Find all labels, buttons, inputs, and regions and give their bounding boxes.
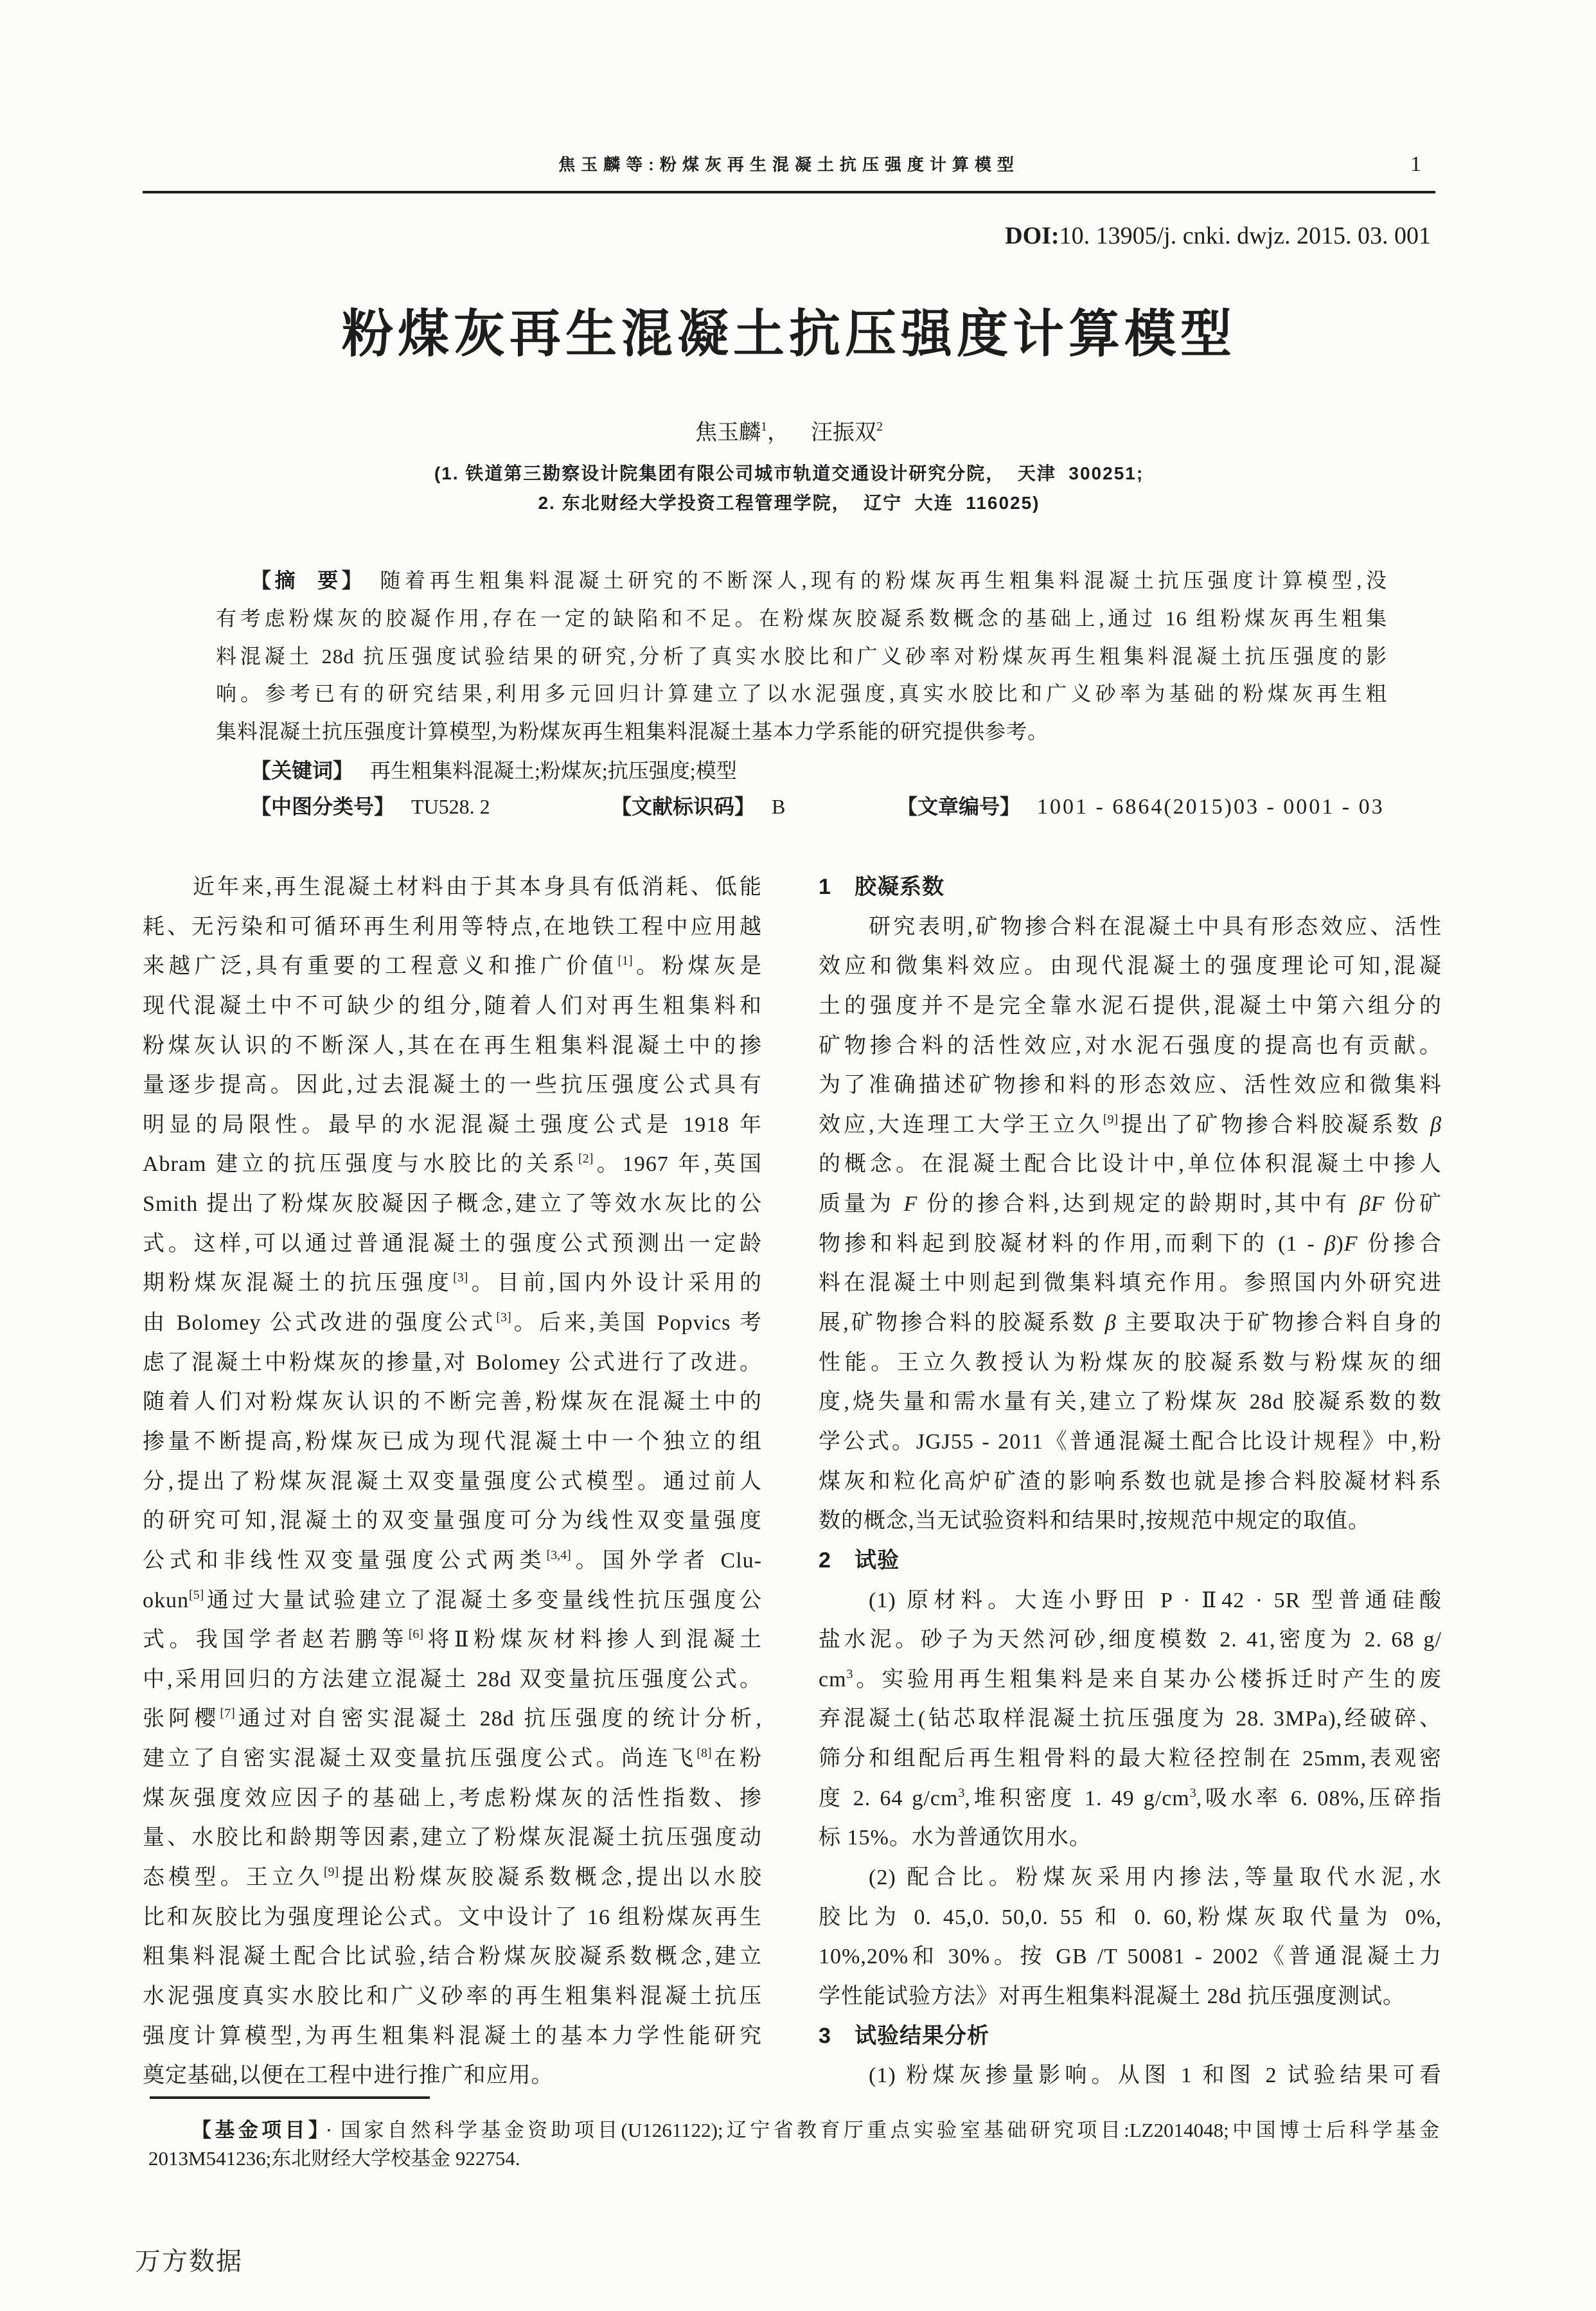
text-line [819, 1699, 1442, 1739]
article-number-value: 1001 - 6864(2015)03 - 0001 - 03 [1037, 795, 1385, 819]
text-line [819, 1462, 1442, 1502]
text-line [143, 1303, 762, 1343]
text-run: (1) 粉煤灰掺量影响。从图 1 和图 2 试验结果可看 [869, 2064, 1442, 2088]
text-run: 。目前,国内外设计采用的 [468, 1271, 762, 1296]
text-run: 提出粉煤灰胶凝系数概念,提出以水胶 [339, 1866, 762, 1890]
text-run: 明显的局限性。最早的水泥混凝土强度公式是 1918 年 [143, 1112, 762, 1137]
text-line [819, 1898, 1442, 1938]
text-run: 矿物掺合料的活性效应,对水泥石强度的提高也有贡献。 [819, 1033, 1442, 1058]
citation-superscript: [2] [578, 1152, 594, 1166]
text-line [143, 947, 762, 986]
text-line [819, 1818, 1442, 1858]
text-run: 提出了矿物掺合料胶凝系数 [1118, 1112, 1431, 1137]
text-run: 虑了混凝土中粉煤灰的掺量,对 Bolomey 公式进行了改进。 [143, 1350, 762, 1375]
author-separator: ， [767, 421, 789, 445]
abstract-text: 集料混凝土抗压强度计算模型,为粉煤灰再生粗集料混凝土基本力学系能的研究提供参考。 [216, 720, 1049, 743]
text-run: 强度计算模型,为再生粗集料混凝土的基本力学性能研究 [143, 2024, 762, 2048]
text-run: 。1967 年,英国 [593, 1152, 762, 1177]
text-line [819, 1779, 1442, 1819]
text-line [143, 1699, 762, 1739]
text-line [819, 1145, 1442, 1184]
document-code-label: 【文献标识码】 [611, 795, 756, 818]
article-number-label: 【文章编号】 [897, 795, 1021, 818]
footnote-rule [150, 2096, 430, 2099]
citation-superscript: [5] [189, 1587, 204, 1602]
text-run: 煤灰和粒化高炉矿渣的影响系数也就是掺合料胶凝材料系 [819, 1469, 1442, 1494]
text-run: 。后来,美国 Popvics 考 [511, 1311, 762, 1335]
abstract-line [216, 562, 1387, 600]
abstract-line [216, 713, 1387, 751]
text-run: 煤灰强度效应因子的基础上,考虑粉煤灰的活性指数、掺 [143, 1786, 762, 1810]
abstract-line [216, 600, 1387, 638]
text-line [143, 1739, 762, 1779]
text-line [143, 1145, 762, 1184]
author-name: 汪振双 [811, 421, 876, 445]
text-run: 性能。王立久教授认为粉煤灰的胶凝系数与粉煤灰的细 [819, 1350, 1442, 1375]
text-line [143, 1977, 762, 2017]
text-line [819, 1343, 1442, 1383]
text-line [819, 1263, 1442, 1303]
article-title: 粉煤灰再生混凝土抗压强度计算模型 [342, 305, 1236, 362]
text-run: 盐水泥。砂子为天然河砂,细度模数 2. 41,密度为 2. 68 g/ [819, 1628, 1442, 1652]
document-code-value: B [772, 795, 786, 818]
text-run: 料在混凝土中则起到微集料填充作用。参照国内外研究进 [819, 1271, 1442, 1296]
text-run: 期粉煤灰混凝土的抗压强度 [143, 1271, 454, 1296]
clc-number [251, 788, 490, 825]
text-run: 粗集料混凝土配合比试验,结合粉煤灰胶凝系数概念,建立 [143, 1945, 762, 1969]
text-run: 筛分和组配后再生粗骨料的最大粒径控制在 25mm,表观密 [819, 1747, 1442, 1771]
paragraph [143, 868, 762, 2096]
text-line [143, 1343, 762, 1383]
text-run: 分,提出了粉煤灰混凝土双变量强度公式模型。通过前人 [143, 1469, 762, 1494]
text-run: 比和灰胶比为强度理论公式。文中设计了 16 组粉煤灰再生 [143, 1905, 762, 1929]
article-number [897, 788, 1385, 825]
text-run: 。国外学者 Clu- [571, 1548, 762, 1573]
author-list [143, 419, 1435, 447]
page-number: 1 [1410, 152, 1421, 176]
abstract-line [216, 675, 1387, 713]
footnote-text: · 国家自然科学基金资助项目(U1261122);辽宁省教育厅重点实验室基础研究项目:LZ2014048;中国博士后科学基金 [325, 2119, 1439, 2141]
citation-superscript: [8] [696, 1746, 712, 1761]
text-run: cm [819, 1667, 847, 1691]
section-title: 试验结果分析 [855, 2023, 989, 2048]
affiliation-mark: 1 [761, 420, 767, 434]
text-line [819, 947, 1442, 986]
citation-superscript: [7] [220, 1706, 235, 1721]
text-run: 由 Bolomey 公式改进的强度公式 [143, 1311, 497, 1335]
text-run: Smith 提出了粉煤灰胶凝因子概念,建立了等效水灰比的公 [143, 1192, 762, 1217]
text-run: 学性能试验方法》对再生粗集料混凝土 28d 抗压强度测试。 [819, 1984, 1405, 2008]
text-line [143, 1779, 762, 1819]
text-run: 。实验用再生粗集料是来自某办公楼拆迁时产生的废 [853, 1667, 1442, 1691]
text-line [819, 1184, 1442, 1224]
math-symbol: βF [1359, 1192, 1385, 1217]
body-column-left [143, 868, 762, 2096]
text-line [143, 1263, 762, 1303]
clc-value: TU528. 2 [411, 795, 490, 818]
text-line [143, 1224, 762, 1264]
footnote-line [148, 2116, 1439, 2145]
text-run: 水泥强度真实水胶比和广义砂率的再生粗集料混凝土抗压 [143, 1984, 762, 2008]
abstract-line [216, 638, 1387, 675]
text-run: 份矿 [1385, 1192, 1442, 1217]
text-line [819, 1581, 1442, 1621]
doi-label: DOI: [1005, 222, 1060, 249]
superscript: 3 [846, 1666, 853, 1681]
text-line [143, 1541, 762, 1581]
text-run: 份的掺合料,达到规定的龄期时,其中有 [918, 1192, 1360, 1217]
text-run: 质量为 [819, 1192, 904, 1217]
text-run: 为了准确描述矿物掺和料的形态效应、活性效应和微集料 [819, 1073, 1442, 1098]
text-line [143, 1184, 762, 1224]
text-run: 粉煤灰认识的不断深人,其在在再生粗集料混凝土中的掺 [143, 1033, 762, 1058]
text-line [143, 868, 762, 907]
text-line [819, 1066, 1442, 1105]
text-line [143, 1462, 762, 1502]
footnote-label: 【基金项目】 [191, 2119, 322, 2141]
abstract-text: 有考虑粉煤灰的胶凝作用,存在一定的缺陷和不足。在粉煤灰胶凝系数概念的基础上,通过 16 组粉煤灰再生粗集 [216, 606, 1387, 630]
text-run: 通过对自密实混凝土 28d 抗压强度的统计分析, [235, 1707, 762, 1731]
superscript: 3 [958, 1785, 965, 1800]
text-run: 张阿樱 [143, 1707, 220, 1731]
abstract-label: 【摘 要】 [251, 569, 366, 592]
text-line [143, 2017, 762, 2057]
section-title: 试验 [855, 1548, 900, 1573]
funding-footnote [148, 2116, 1439, 2173]
author-name: 焦玉麟 [695, 421, 761, 445]
citation-superscript: [9] [1103, 1112, 1119, 1127]
text-line [143, 1898, 762, 1938]
text-line [819, 1620, 1442, 1660]
text-line [143, 1818, 762, 1858]
text-run: 奠定基础,以便在工程中进行推广和应用。 [143, 2064, 554, 2088]
citation-superscript: [3] [496, 1310, 511, 1325]
wanfang-watermark: 万方数据 [135, 2247, 243, 2276]
affiliation-mark: 2 [876, 420, 883, 434]
text-line [819, 1422, 1442, 1462]
citation-superscript: [3,4] [546, 1548, 571, 1562]
section-number: 1 [819, 875, 831, 899]
affiliation-2: 2. 东北财经大学投资工程管理学院， 辽宁 大连 116025) [538, 493, 1040, 513]
paragraph [819, 1581, 1442, 1858]
citation-superscript: [6] [408, 1627, 424, 1642]
text-run: 物掺和料起到胶凝材料的作用,而剩下的 (1 - [819, 1231, 1325, 1256]
math-symbol: β [1430, 1112, 1442, 1137]
text-run: 效应,大连理工大学王立久 [819, 1112, 1103, 1137]
paragraph [819, 2056, 1442, 2096]
text-line [143, 1660, 762, 1700]
text-run: (2) 配合比。粉煤灰采用内掺法,等量取代水泥,水 [869, 1866, 1442, 1890]
abstract-text: 随着再生粗集料混凝土研究的不断深人,现有的粉煤灰再生粗集料混凝土抗压强度计算模型,没 [380, 569, 1387, 592]
footnote-line [148, 2145, 1439, 2173]
text-run: 量、水胶比和龄期等因素,建立了粉煤灰混凝土抗压强度动 [143, 1826, 762, 1850]
paragraph [819, 907, 1442, 1541]
text-line [143, 1382, 762, 1422]
citation-superscript: [3] [453, 1271, 468, 1285]
section-heading [819, 2017, 1442, 2057]
doi-value: 10. 13905/j. cnki. dwjz. 2015. 03. 001 [1059, 222, 1431, 249]
section-title: 胶凝系数 [855, 875, 944, 899]
text-line [819, 1105, 1442, 1145]
text-run: 研究表明,矿物掺合料在混凝土中具有形态效应、活性 [869, 915, 1442, 939]
text-run: 学公式。JGJ55 - 2011《普通混凝土配合比设计规程》中,粉 [819, 1429, 1442, 1454]
abstract-text: 响。参考已有的研究结果,利用多元回归计算建立了以水泥强度,真实水胶比和广义砂率为基础的粉煤灰再生粗 [216, 682, 1387, 706]
doi [835, 222, 1431, 249]
text-run: 的概念。在混凝土配合比设计中,单位体积混凝土中掺人 [819, 1152, 1442, 1177]
text-run: 态模型。王立久 [143, 1866, 324, 1890]
text-line [143, 1937, 762, 1977]
text-line [819, 1858, 1442, 1898]
text-line [819, 1501, 1442, 1541]
text-run: 度 2. 64 g/cm [819, 1786, 959, 1810]
text-run: (1) 原材料。大连小野田 P · Ⅱ42 · 5R 型普通硅酸 [869, 1588, 1442, 1612]
text-run: 量逐步提高。因此,过去混凝土的一些抗压强度公式具有 [143, 1073, 762, 1098]
text-run: 通过大量试验建立了混凝土多变量线性抗压强度公 [204, 1588, 762, 1612]
keywords-label: 【关键词】 [251, 759, 354, 782]
keywords [251, 752, 737, 789]
clc-label: 【中图分类号】 [251, 795, 395, 818]
paragraph [819, 1858, 1442, 2017]
section-number: 2 [819, 1548, 831, 1573]
text-run: 耗、无污染和可循环再生利用等特点,在地铁工程中应用越 [143, 915, 762, 939]
text-run: ,堆积密度 1. 49 g/cm [964, 1786, 1190, 1810]
text-run: 数的概念,当无试验资料和结果时,按规范中规定的取值。 [819, 1509, 1370, 1533]
text-run: 。粉煤灰是 [632, 954, 762, 979]
citation-superscript: [9] [323, 1865, 339, 1880]
text-line [143, 907, 762, 947]
text-line [819, 1382, 1442, 1422]
text-run: 来越广泛,具有重要的工程意义和推广价值 [143, 954, 618, 979]
body-column-right [819, 868, 1442, 2096]
running-head: 焦玉麟等:粉煤灰再生混凝土抗压强度计算模型 [558, 155, 1020, 174]
text-run: 中,采用回归的方法建立混凝土 28d 双变量抗压强度公式。 [143, 1667, 762, 1691]
text-run: 弃混凝土(钻芯取样混凝土抗压强度为 28. 3MPa),经破碎、 [819, 1707, 1442, 1731]
text-line [143, 1620, 762, 1660]
math-symbol: F [903, 1192, 918, 1217]
text-line [143, 1105, 762, 1145]
text-line [143, 2056, 762, 2096]
text-run: ) [1336, 1231, 1344, 1256]
text-run: 效应和微集料效应。由现代混凝土的强度理论可知,混凝 [819, 954, 1442, 979]
math-symbol: β [1324, 1231, 1336, 1256]
superscript: 3 [1189, 1785, 1196, 1800]
text-run: 度,烧失量和需水量有关,建立了粉煤灰 28d 胶凝系数的数 [819, 1390, 1442, 1414]
text-run: 的研究可知,混凝土的双变量强度可分为线性双变量强度 [143, 1509, 762, 1533]
text-line [819, 1937, 1442, 1977]
abstract [216, 562, 1387, 751]
text-run: 式。这样,可以通过普通混凝土的强度公式预测出一定龄 [143, 1231, 762, 1256]
text-line [819, 1303, 1442, 1343]
text-line [143, 1422, 762, 1462]
text-line [819, 1660, 1442, 1700]
text-run: 随着人们对粉煤灰认识的不断完善,粉煤灰在混凝土中的 [143, 1390, 762, 1414]
text-run: 掺量不断提高,粉煤灰已成为现代混凝土中一个独立的组 [143, 1429, 762, 1454]
text-run: 份掺合 [1358, 1231, 1442, 1256]
header-rule [143, 191, 1435, 193]
text-run: okun [143, 1588, 189, 1612]
math-symbol: F [1343, 1231, 1358, 1256]
citation-superscript: [1] [617, 954, 633, 968]
text-run: 10%,20%和 30%。按 GB /T 50081 - 2002《普通混凝土力 [819, 1945, 1442, 1969]
math-symbol: β [1104, 1311, 1117, 1335]
text-run: 现代混凝土中不可缺少的组分,随着人们对再生粗集料和 [143, 994, 762, 1018]
text-line [819, 907, 1442, 947]
text-line [819, 2056, 1442, 2096]
text-run: 近年来,再生混凝土材料由于其本身具有低消耗、低能 [193, 875, 762, 899]
text-line [143, 1581, 762, 1621]
text-run: 在粉 [711, 1747, 762, 1771]
text-run: 标 15%。水为普通饮用水。 [819, 1826, 1092, 1850]
footnote-text: 2013M541236;东北财经大学校基金 922754. [148, 2147, 520, 2170]
text-run: 将Ⅱ粉煤灰材料掺人到混凝土 [423, 1628, 762, 1652]
text-line [819, 1224, 1442, 1264]
text-run: 主要取决于矿物掺合料自身的 [1116, 1311, 1442, 1335]
affiliation-1: (1. 铁道第三勘察设计院集团有限公司城市轨道交通设计研究分院， 天津 300251; [434, 463, 1144, 483]
document-code [611, 788, 785, 825]
section-number: 3 [819, 2023, 831, 2048]
text-line [143, 1858, 762, 1898]
text-run: 土的强度并不是完全靠水泥石提供,混凝土中第六组分的 [819, 994, 1442, 1018]
abstract-text: 料混凝土 28d 抗压强度试验结果的研究,分析了真实水胶比和广义砂率对粉煤灰再生粗集料混凝土抗压强度的影 [216, 644, 1387, 668]
text-run: 式。我国学者赵若鹏等 [143, 1628, 409, 1652]
text-line [819, 986, 1442, 1026]
text-line [143, 986, 762, 1026]
text-line [143, 1026, 762, 1066]
text-line [143, 1501, 762, 1541]
text-run: ,吸水率 6. 08%,压碎指 [1196, 1786, 1442, 1810]
text-line [819, 1977, 1442, 2017]
text-run: 胶比为 0. 45,0. 50,0. 55 和 0. 60,粉煤灰取代量为 0%, [819, 1905, 1442, 1929]
text-run: 公式和非线性双变量强度公式两类 [143, 1548, 547, 1573]
text-run: 展,矿物掺合料的胶凝系数 [819, 1311, 1105, 1335]
text-line [819, 1739, 1442, 1779]
section-heading [819, 868, 1442, 907]
keywords-value: 再生粗集料混凝土;粉煤灰;抗压强度;模型 [370, 759, 737, 782]
section-heading [819, 1541, 1442, 1581]
text-run: 建立了自密实混凝土双变量抗压强度公式。尚连飞 [143, 1747, 697, 1771]
text-line [143, 1066, 762, 1105]
text-run: Abram 建立的抗压强度与水胶比的关系 [143, 1152, 579, 1177]
text-line [819, 1026, 1442, 1066]
